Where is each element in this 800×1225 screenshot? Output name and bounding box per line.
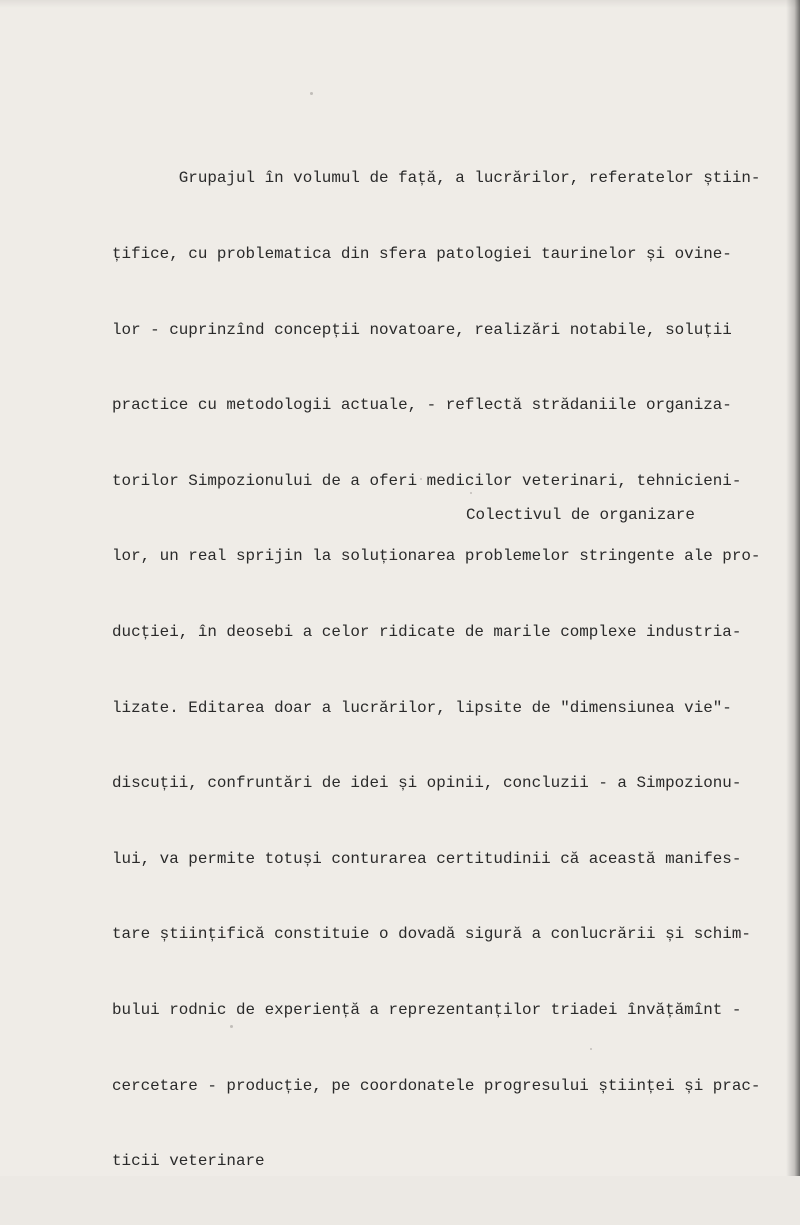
paragraph-line: practice cu metodologii actuale, - reflectă strădaniile organiza- xyxy=(112,396,732,415)
paragraph-line: ticii veterinare xyxy=(112,1152,265,1171)
paragraph-line: cercetare - producție, pe coordonatele progresului științei și prac- xyxy=(112,1076,761,1095)
scan-speck xyxy=(470,492,472,494)
paragraph-line: bului rodnic de experiență a reprezentanților triadei învățămînt - xyxy=(112,1000,742,1019)
body-paragraph xyxy=(112,116,796,1225)
scan-speck xyxy=(365,628,367,630)
paragraph-line: lui, va permite totuși conturarea certitudinii că această manifes- xyxy=(112,849,742,868)
signature-line: Colectivul de organizare xyxy=(466,506,695,524)
paragraph-line: lor - cuprinzînd concepții novatoare, realizări notabile, soluții xyxy=(112,320,732,339)
scan-right-edge-shadow xyxy=(786,0,800,1176)
paragraph-line: lizate. Editarea doar a lucrărilor, lipsite de "dimensiunea vie"- xyxy=(112,698,732,717)
scan-speck xyxy=(310,92,313,95)
paragraph-line: torilor Simpozionului de a oferi medicilor veterinari, tehnicieni- xyxy=(112,471,742,490)
paragraph-line: Grupajul în volumul de față, a lucrărilor, referatelor știin- xyxy=(112,169,761,188)
page-top-shadow xyxy=(0,0,800,8)
scan-speck xyxy=(420,478,422,480)
paragraph-line: discuții, confruntări de idei și opinii, concluzii - a Simpozionu- xyxy=(112,774,742,793)
paragraph-line: țifice, cu problematica din sfera patologiei taurinelor și ovine- xyxy=(112,245,732,263)
paragraph-line: ducției, în deosebi a celor ridicate de marile complexe industria- xyxy=(112,622,742,641)
paragraph-line: lor, un real sprijin la soluționarea problemelor stringente ale pro- xyxy=(112,547,761,566)
scan-speck xyxy=(490,710,492,712)
paragraph-line: tare științifică constituie o dovadă sigură a conlucrării și schim- xyxy=(112,925,751,944)
scan-speck xyxy=(425,930,428,933)
scan-speck xyxy=(590,1048,592,1050)
scan-speck xyxy=(230,1025,233,1028)
